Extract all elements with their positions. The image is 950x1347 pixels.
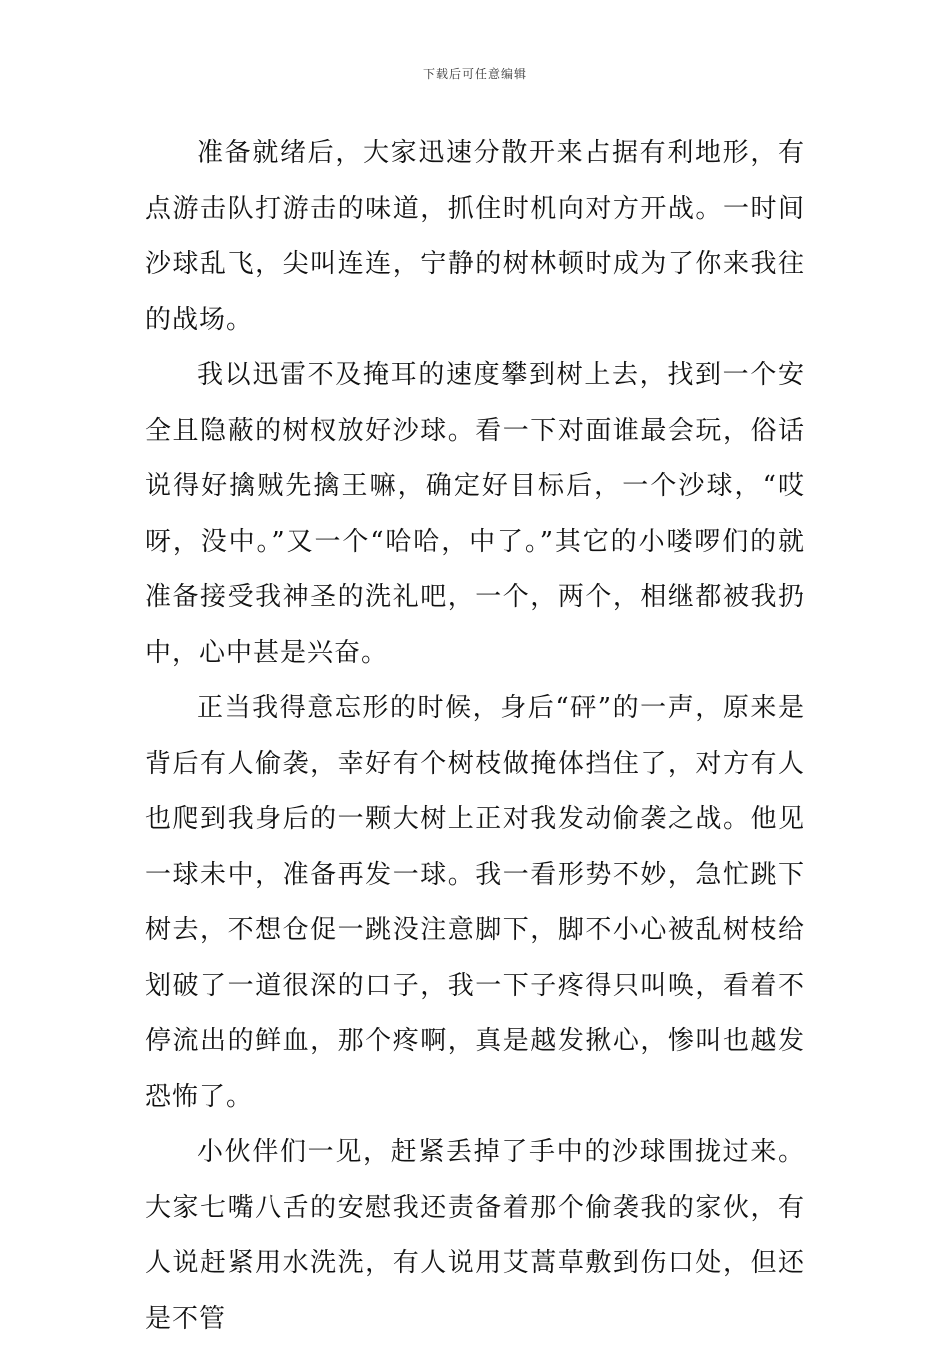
paragraph: 准备就绪后，大家迅速分散开来占据有利地形，有点游击队打游击的味道，抓住时机向对方开战。一时间沙球乱飞，尖叫连连，宁静的树林顿时成为了你来我往的战场。 <box>145 138 805 335</box>
page-header: 下载后可任意编辑 <box>422 67 527 81</box>
paragraph: 小伙伴们一见，赶紧丢掉了手中的沙球围拢过来。大家七嘴八舌的安慰我还责备着那个偷袭我的家伙，有人说赶紧用水洗洗，有人说用艾蒿草敷到伤口处，但还是不管 <box>145 1137 805 1334</box>
paragraph: 我以迅雷不及掩耳的速度攀到树上去，找到一个安全且隐蔽的树杈放好沙球。看一下对面谁最会玩，俗话说得好擒贼先擒王嘛，确定好目标后，一个沙球，“哎呀，没中。”又一个“哈哈，中了。”其它的小喽啰们的就准备接受我神圣的洗礼吧，一个，两个，相继都被我扔中，心中甚是兴奋。 <box>145 360 805 668</box>
paragraph: 正当我得意忘形的时候，身后“砰”的一声，原来是背后有人偷袭，幸好有个树枝做掩体挡住了，对方有人也爬到我身后的一颗大树上正对我发动偷袭之战。他见一球未中，准备再发一球。我一看形势不妙，急忙跳下树去，不想仓促一跳没注意脚下，脚不小心被乱树枝给划破了一道很深的口子，我一下子疼得只叫唤，看着不停流出的鲜血，那个疼啊，真是越发揪心，惨叫也越发恐怖了。 <box>145 693 805 1112</box>
document-body <box>145 126 805 1347</box>
